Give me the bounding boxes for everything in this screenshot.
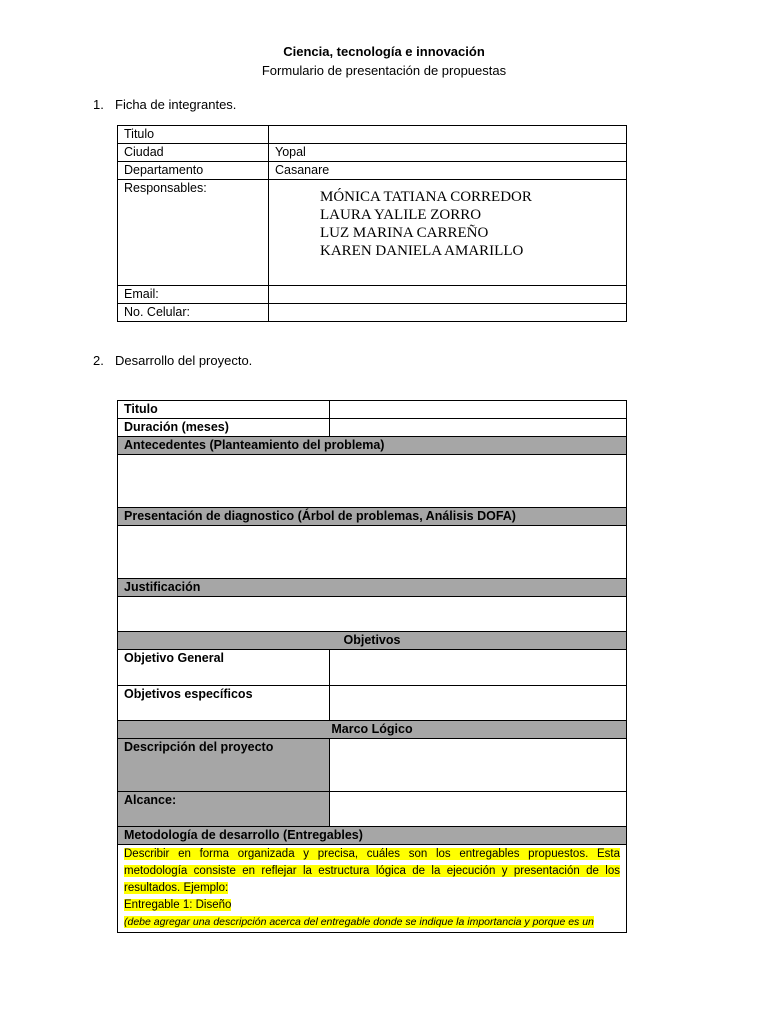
row-label-titulo: Titulo — [118, 401, 330, 419]
responsable-name: LUZ MARINA CARREÑO — [320, 225, 489, 241]
table-row — [118, 650, 627, 686]
objetivos-especificos-value[interactable] — [330, 686, 627, 721]
objetivos-header: Objetivos — [118, 632, 627, 650]
entregable-label: Entregable 1: Diseño — [124, 899, 232, 911]
table-row — [118, 526, 627, 579]
responsables-list — [275, 180, 620, 260]
project-titulo-value[interactable] — [330, 401, 627, 419]
table-row — [118, 401, 627, 419]
table-row — [118, 437, 627, 455]
table-row — [118, 162, 627, 180]
marco-logico-header: Marco Lógico — [118, 721, 627, 739]
metodologia-instructions: Describir en forma organizada y precisa, cuáles son los entregables propuestos. Esta metodología consiste en reflejar la estructura lógica de la ejecución y presentación de los resultados. Ejemplo: — [124, 848, 620, 894]
objetivo-general-value[interactable] — [330, 650, 627, 686]
members-table — [117, 125, 627, 322]
justificacion-header: Justificación — [118, 579, 627, 597]
table-row — [118, 632, 627, 650]
table-row — [118, 508, 627, 526]
row-label-objetivo-general: Objetivo General — [118, 650, 330, 686]
table-row — [118, 126, 627, 144]
table-row — [118, 579, 627, 597]
table-row — [118, 455, 627, 508]
project-table — [117, 400, 627, 933]
table-row — [118, 686, 627, 721]
titulo-value[interactable] — [269, 126, 627, 144]
responsable-name: MÓNICA TATIANA CORREDOR — [320, 189, 532, 205]
row-label-departamento: Departamento — [118, 162, 269, 180]
table-row — [118, 827, 627, 845]
diagnostico-value[interactable] — [118, 526, 627, 579]
table-row — [118, 419, 627, 437]
row-label-duracion: Duración (meses) — [118, 419, 330, 437]
departamento-value[interactable]: Casanare — [269, 162, 627, 180]
email-value[interactable] — [269, 286, 627, 304]
alcance-value[interactable] — [330, 792, 627, 827]
responsable-name: LAURA YALILE ZORRO — [320, 207, 482, 223]
section-label: Desarrollo del proyecto. — [115, 353, 253, 368]
document-subtitle: Formulario de presentación de propuestas — [261, 63, 507, 78]
row-label-descripcion: Descripción del proyecto — [118, 739, 330, 792]
row-label-ciudad: Ciudad — [118, 144, 269, 162]
table-row — [118, 845, 627, 933]
row-label-celular: No. Celular: — [118, 304, 269, 322]
row-label-alcance: Alcance: — [118, 792, 330, 827]
row-label-responsables: Responsables: — [118, 180, 269, 286]
document-title: Ciencia, tecnología e innovación — [283, 44, 485, 59]
ciudad-value[interactable]: Yopal — [269, 144, 627, 162]
metodologia-header: Metodología de desarrollo (Entregables) — [118, 827, 627, 845]
entregable-note: (debe agregar una descripción acerca del entregable donde se indique la importancia y porque es un — [124, 916, 594, 928]
table-row — [118, 721, 627, 739]
celular-value[interactable] — [269, 304, 627, 322]
antecedentes-value[interactable] — [118, 455, 627, 508]
table-row — [118, 180, 627, 286]
duracion-value[interactable] — [330, 419, 627, 437]
table-row — [118, 144, 627, 162]
diagnostico-header: Presentación de diagnostico (Árbol de problemas, Análisis DOFA) — [118, 508, 627, 526]
row-label-objetivos-especificos: Objetivos específicos — [118, 686, 330, 721]
section-label: Ficha de integrantes. — [115, 97, 237, 112]
responsables-value[interactable] — [269, 180, 627, 286]
table-row — [118, 597, 627, 632]
antecedentes-header: Antecedentes (Planteamiento del problema) — [118, 437, 627, 455]
justificacion-value[interactable] — [118, 597, 627, 632]
responsable-name: KAREN DANIELA AMARILLO — [320, 243, 524, 259]
row-label-email: Email: — [118, 286, 269, 304]
section-number: 1. — [93, 97, 104, 112]
descripcion-value[interactable] — [330, 739, 627, 792]
row-label-titulo: Titulo — [118, 126, 269, 144]
table-row — [118, 792, 627, 827]
table-row — [118, 739, 627, 792]
section-number: 2. — [93, 353, 104, 368]
table-row — [118, 286, 627, 304]
table-row — [118, 304, 627, 322]
metodologia-value[interactable] — [118, 845, 627, 933]
